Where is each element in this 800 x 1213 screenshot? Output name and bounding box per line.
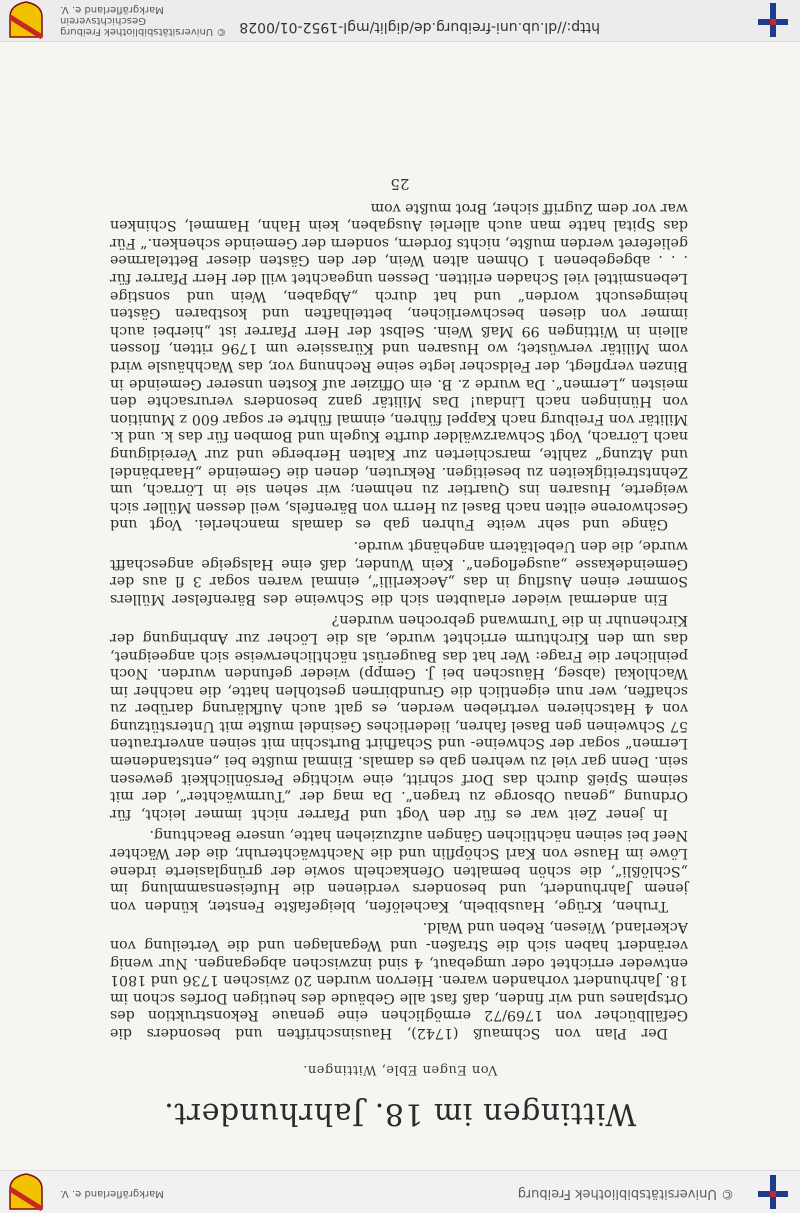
footer-society: [60, 4, 226, 37]
society-line-2: Markgräflerland e. V.: [60, 4, 164, 15]
paragraph: Ein andermal wieder erlaubten sich die Schweine des Bärenfelser Müllers Sommer einen Ausflug in das „Aeckerlili“, einmal waren sogar 3 fl aus der Gemeindekasse „ausgeflogen“. Kein Wunder, daß eine Halsgeige angeschafft wurde, die den Uebeltätern angehängt wurde.: [110, 537, 688, 607]
body-text: [110, 194, 688, 1041]
footer-banner: [0, 0, 800, 42]
society-shield-icon: [8, 1, 44, 39]
page-title: Wittingen im 18. Jahrhundert.: [163, 1096, 637, 1131]
university-logo-icon: [754, 1, 792, 39]
author-byline: Von Eugen Eble, Wittingen.: [302, 1062, 498, 1077]
paragraph: In jener Zeit war es für den Vogt und Pfarrer nicht immer leicht, für Ordnung „genau Obsorge zu tragen“. Da mag der „Turmwächter“, der mit seinem Spieß durch das Dorf schritt, eine wichtige Persönlichkeit gewesen sein. Denn gar viel zu wehren gab es damals. Einmal mußte bei „entstandenem Lermen“ sogar der Schweine- und Schafhirt Burtschin mit seinen anvertrauten 57 Schweinen gen Basel fahren, liederliches Gesindel mußte mit Unterstützung von 4 Hatschieren vertrieben werden, es galt auch Aufklärung darüber zu schaffen, wer nun eigentlich die Grundbirnen gestohlen hatte, die nachher im Wachlokal (abseg, Häuschen bei J. Gempp) wieder gefunden wurden. Noch peinlicher die Frage: Wer hat das Baugerüst nächtlicherweise sich angeeignet, das um den Kirchturm errichtet wurde, als die Löcher zur Anbringung der Kirchenuhr in die Turmwand gebrochen wurden?: [110, 612, 688, 822]
header-banner: [0, 1170, 800, 1213]
page-number: 25: [390, 175, 410, 193]
paragraph: Truhen, Krüge, Hausbibeln, Kachelöfen, bleigefaßte Fenster, künden von jenem Jahrhundert, und besonders verdienen die Hufeisensammlung im „Schlößli“, die schön bemalten Ofenkacheln sowie der grünglasierte irdene Löwe im Hause von Karl Schöpflin und die Nachtwächteruhr, die der Wächter Neef bei seinen nächtlichen Gängen aufzuziehen hatte, unsere Beachtung.: [110, 827, 688, 914]
paragraph: Gänge und sehr weite Fuhren gab es damals mancherlei. Vogt und Geschworene eilten nach Basel zu Herrn von Bärenfels, weil dessen Müller sich weigerte, Husaren ins Quartier zu nehmen; wir sehen sie in Lörrach, um Zehntstreitigkeiten zu beseitigen. Rekruten, denen die Gemeinde „Haarbändel und Atzung“ zahlte, marschierten zur Kalten Herberge und zur Vereidigung nach Lörrach, Vogt Schwarzwälder durfte Kugeln und Bomben für das k. und k. Militär von Freiburg nach Kappel führen, einmal führte er sogar 600 z Munition von Hüningen nach Lindau! Das Militär ganz besonders verursachte den meisten „Lermen“. Da wurde z. B. ein Offizier auf Kosten unserer Gemeinde in Binzen verpflegt, der Feldscher legte seine Rechnung vor, das Wachhäusle wird vom Militär verwüstet; wo Husaren und Kürassiere um 1796 ritten, flossen allein in Wittingen 99 Maß Wein. Selbst der Herr Pfarrer ist „hierbei auch immer von diesen beschwerlichen, bettelhaften und kostbaren Gästen heimgesucht worden“ und hat durch „Abgaben, Wein und sonstige Lebensmittel viel Schaden erlitten. Dessen ungeachtet will der Herr Pfarrer für . . . abgegebenen 1 Ohmen alten Wein, der den Gästen dieser Bettelarmee gelieferet werden mußte, nichts fordern, sondern der Gemeinde schenken.“ Für das Spital hatte man auch allerlei Ausgaben, kein Hahn, Hammel, Schinken war vor dem Zugriff sicher, Brot mußte vom: [110, 199, 688, 533]
society-line-1: Geschichtsverein: [60, 15, 146, 26]
university-logo-icon: [754, 1173, 792, 1211]
footer-copyright: © Universitätsbibliothek Freiburg: [60, 26, 227, 37]
document-url[interactable]: http://dl.ub.uni-freiburg.de/diglit/mgl-1952-01/0028: [239, 19, 600, 35]
header-society: Markgräflerland e. V.: [60, 1188, 164, 1199]
header-copyright: © Universitätsbibliothek Freiburg: [517, 1186, 734, 1201]
paragraph: Der Plan von Schmauß (1742), Hausinschriften und besonders die Gefällbücher von 1769/72 ermöglichen eine genaue Rekonstruktion des Ortsplanes und wir finden, daß fast alle Gebäude des heutigen Dorfes schon im 18. Jahrhundert vorhanden waren. Hiervon wurden 20 zwischen 1736 und 1801 entweder errichtet oder umgebaut, 4 sind inzwischen abgegangen. Nur wenig verändert haben sich die Straßen- und Weganlagen und die Verteilung von Ackerland, Wiesen, Reben und Wald.: [110, 919, 688, 1041]
society-shield-icon: [8, 1173, 44, 1211]
